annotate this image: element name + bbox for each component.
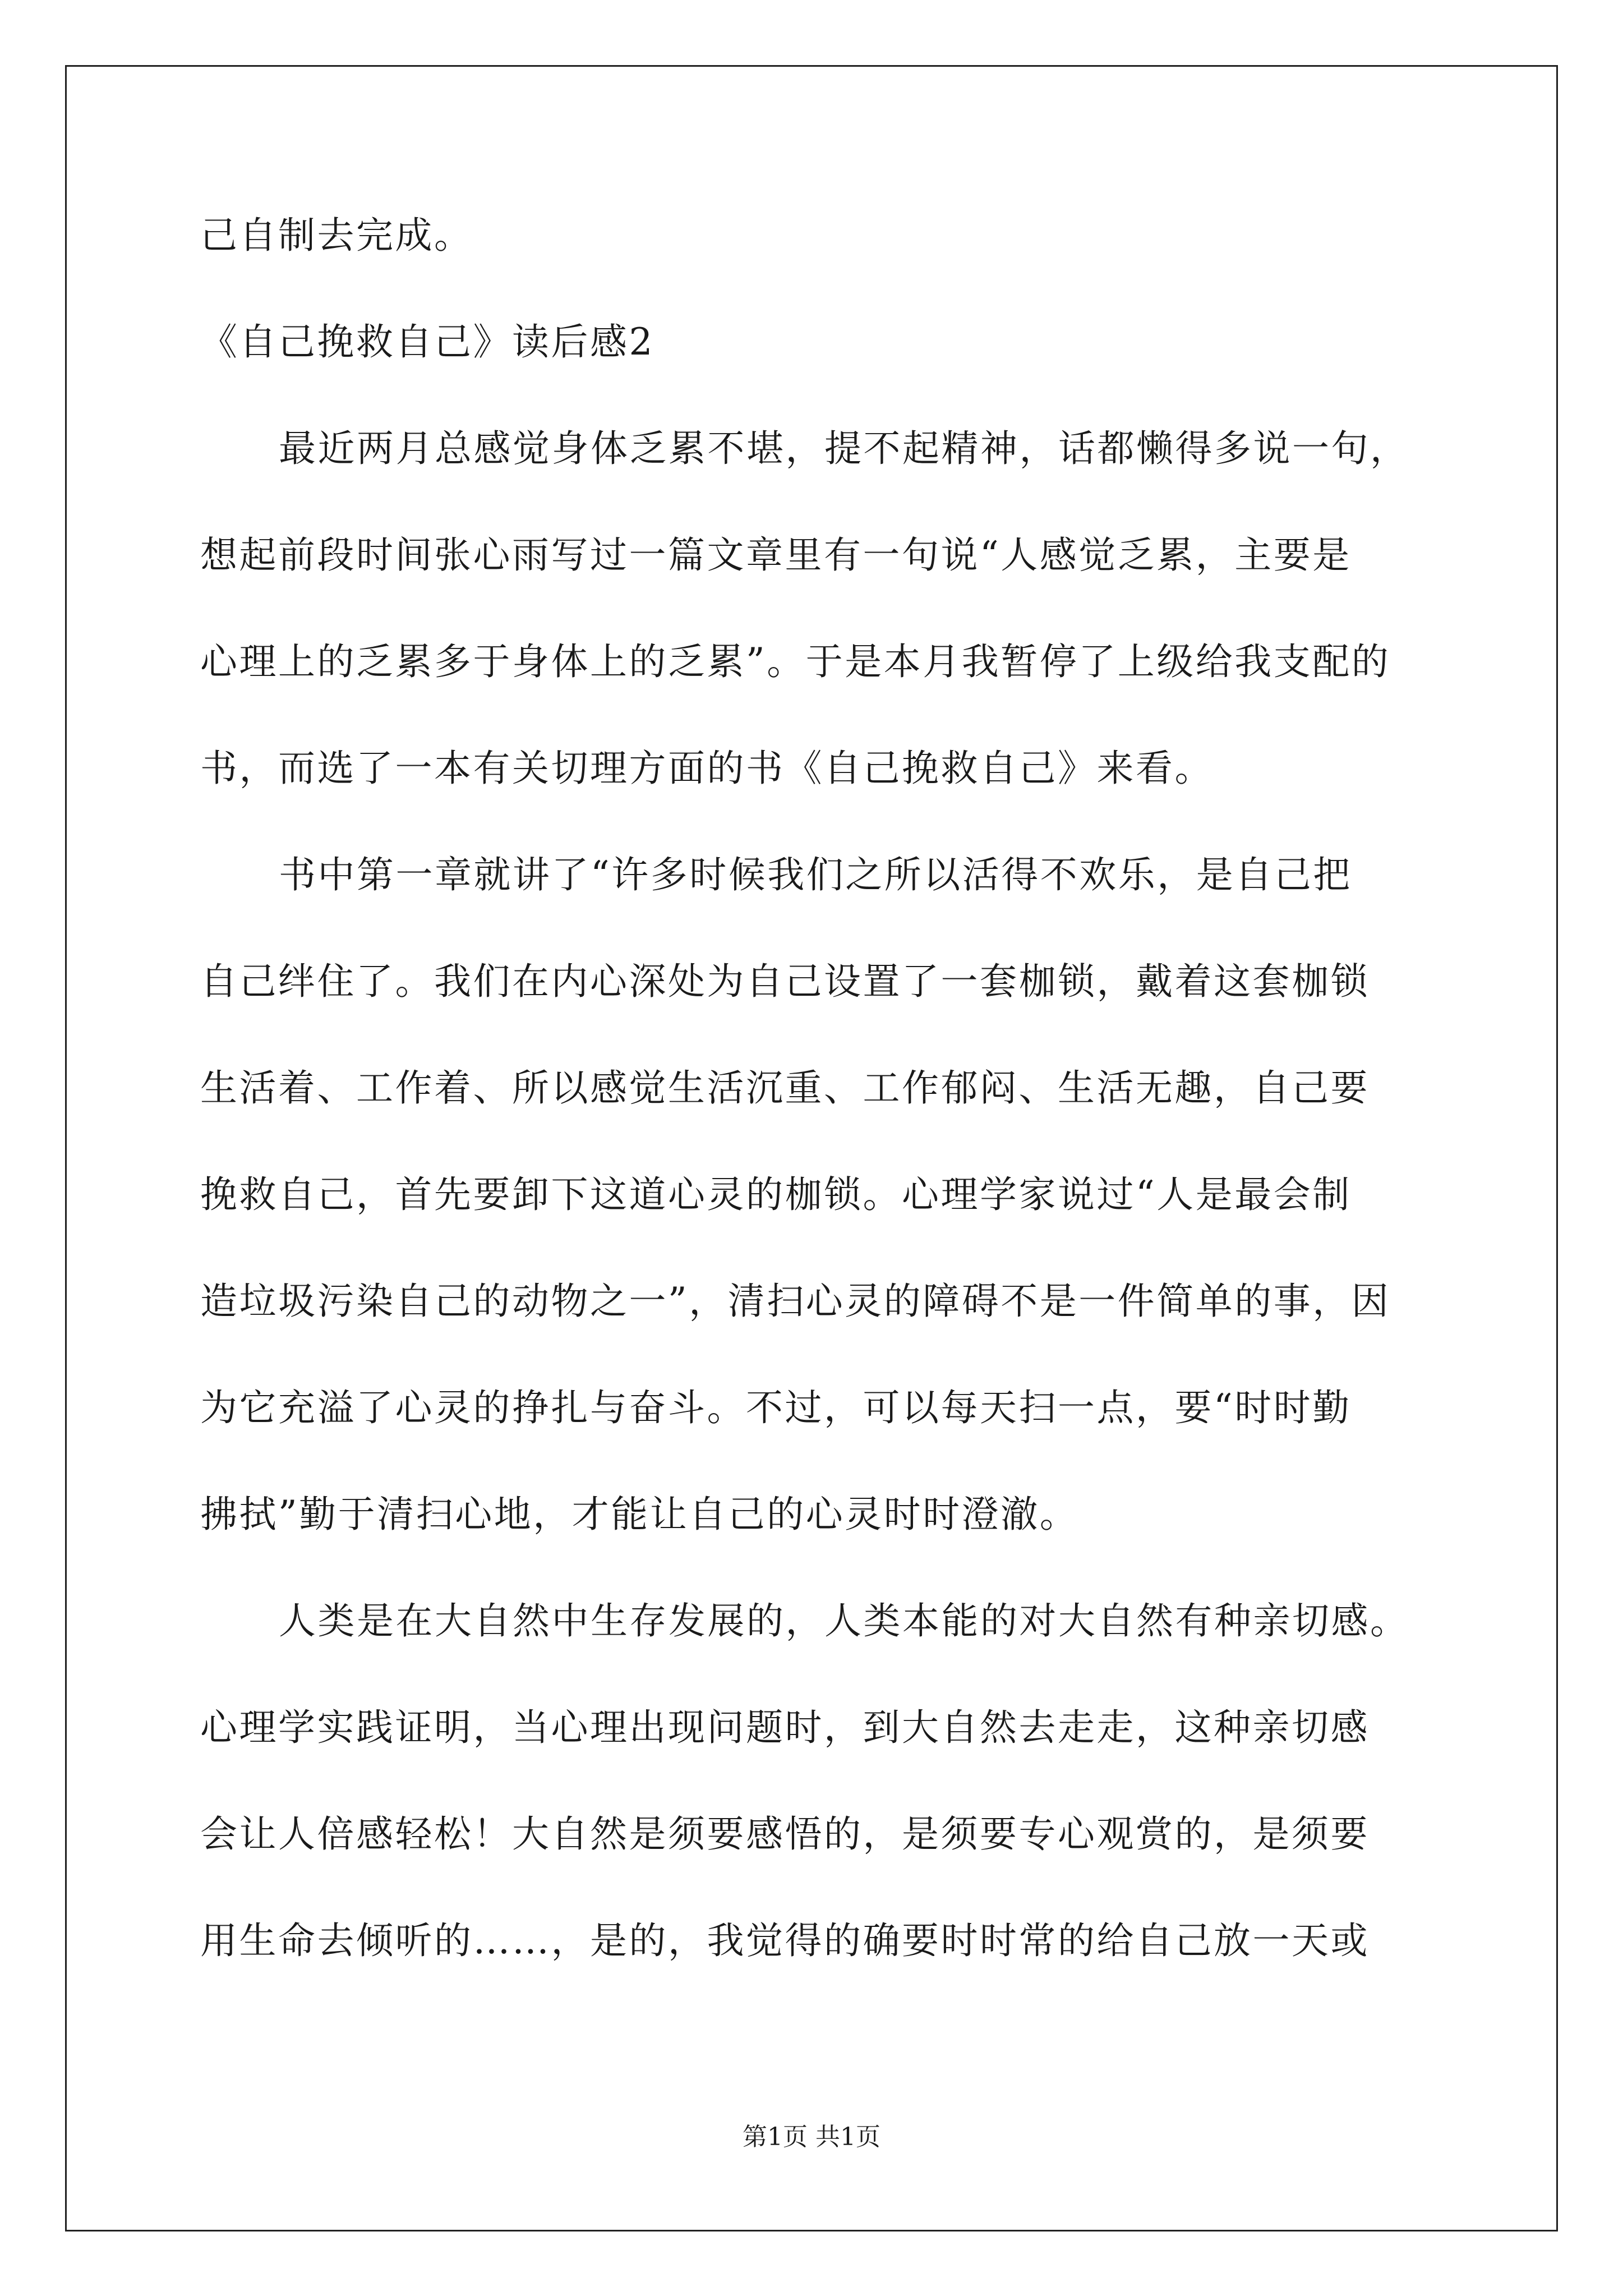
paragraph-line: 己自制去完成。: [200, 214, 473, 257]
section-heading: 《自己挽救自己》读后感2: [200, 320, 654, 364]
paragraph-line: 挽救自己，首先要卸下这道心灵的枷锁。心理学家说过“人是最会制: [200, 1173, 1352, 1216]
paragraph-line: 心理学实践证明，当心理出现问题时，到大自然去走走，这种亲切感: [200, 1706, 1370, 1749]
paragraph-line: 拂拭”勤于清扫心地，才能让自己的心灵时时澄澈。: [200, 1493, 1079, 1536]
paragraph-line: 想起前段时间张心雨写过一篇文章里有一句说“人感觉乏累，主要是: [200, 533, 1352, 577]
paragraph-line: 书，而选了一本有关切理方面的书《自己挽救自己》来看。: [200, 747, 1214, 790]
paragraph-line: 最近两月总感觉身体乏累不堪，提不起精神，话都懒得多说一句，: [279, 427, 1409, 470]
paragraph-line: 人类是在大自然中生存发展的，人类本能的对大自然有种亲切感。: [279, 1599, 1409, 1642]
paragraph-line: 生活着、工作着、所以感觉生活沉重、工作郁闷、生活无趣，自己要: [200, 1066, 1370, 1110]
paragraph-line: 心理上的乏累多于身体上的乏累”。于是本月我暂停了上级给我支配的: [200, 640, 1391, 683]
paragraph-line: 自己绊住了。我们在内心深处为自己设置了一套枷锁，戴着这套枷锁: [200, 960, 1370, 1003]
paragraph-line: 书中第一章就讲了“许多时候我们之所以活得不欢乐，是自己把: [279, 853, 1352, 896]
page-border: [65, 65, 1558, 2231]
page-number: 第1页 共1页: [743, 2123, 880, 2151]
paragraph-line: 会让人倍感轻松！大自然是须要感悟的，是须要专心观赏的，是须要: [200, 1812, 1370, 1856]
paragraph-line: 用生命去倾听的……，是的，我觉得的确要时时常的给自己放一天或: [200, 1919, 1370, 1962]
paragraph-line: 为它充溢了心灵的挣扎与奋斗。不过，可以每天扫一点，要“时时勤: [200, 1386, 1352, 1429]
paragraph-line: 造垃圾污染自己的动物之一”，清扫心灵的障碍不是一件简单的事，因: [200, 1280, 1391, 1323]
